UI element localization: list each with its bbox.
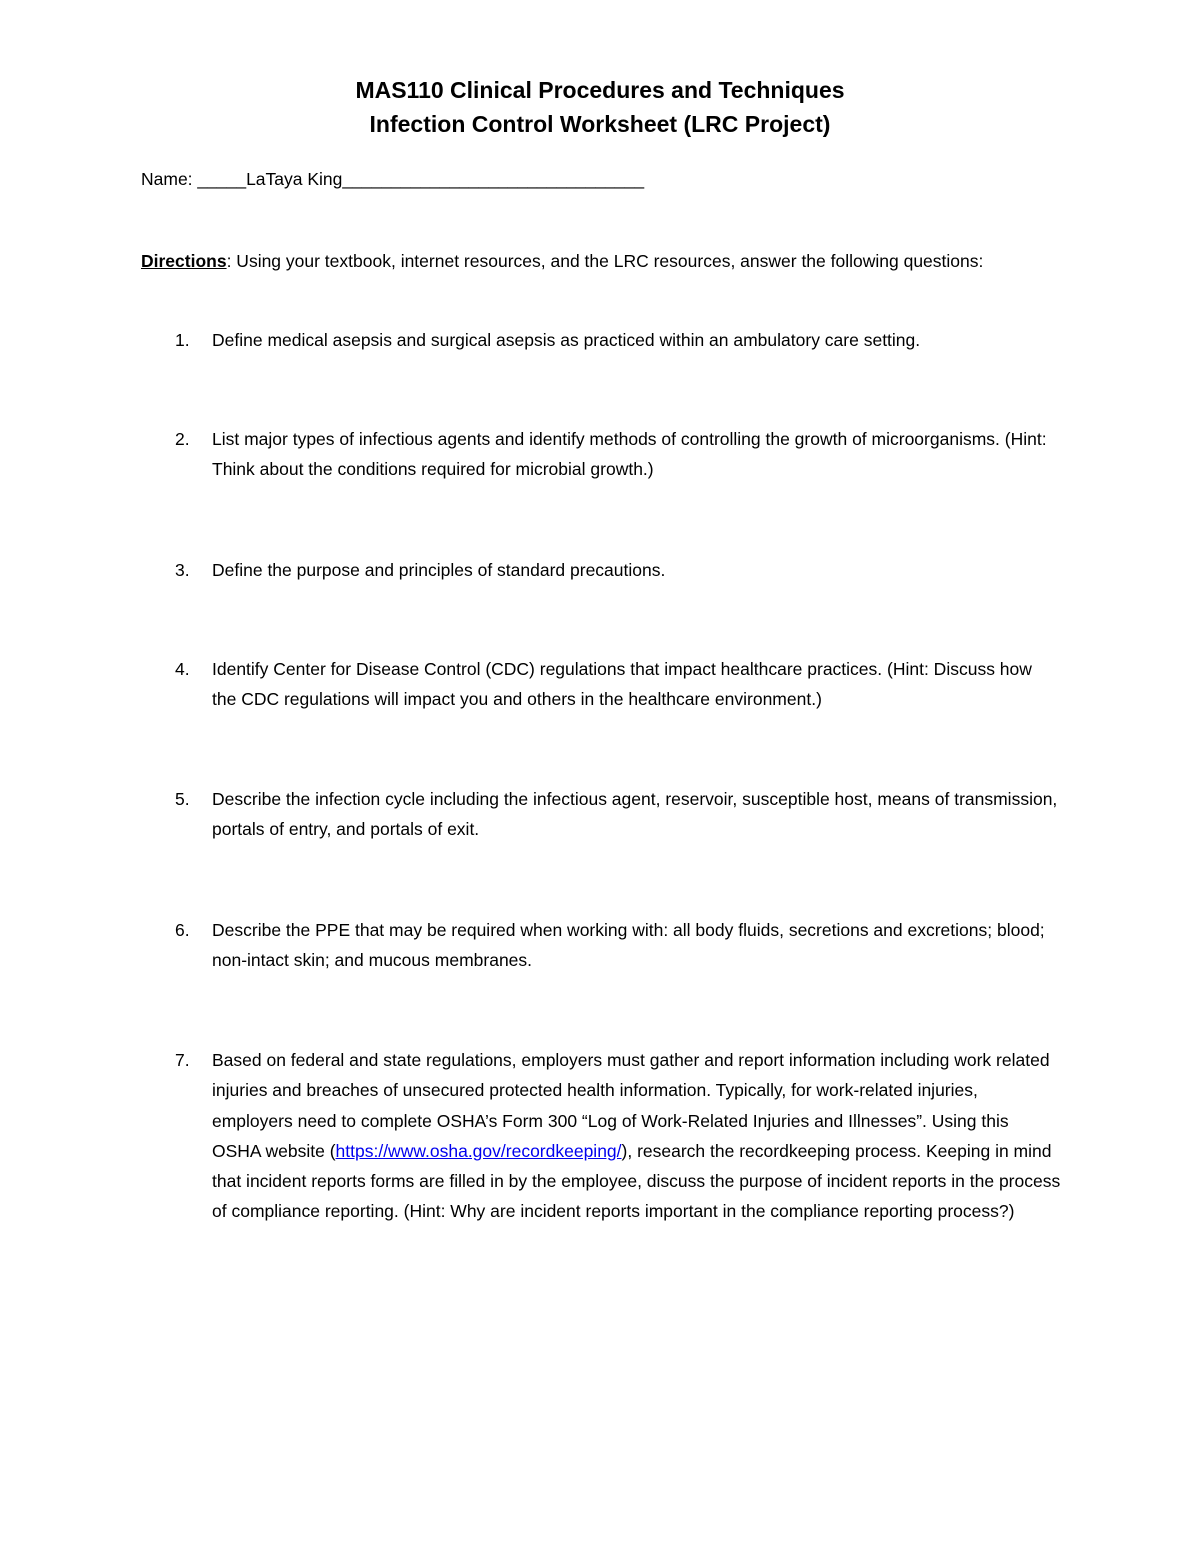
question-text: Describe the PPE that may be required when working with: all body fluids, secretions and excretions; blood; non-intact skin; and mucous membranes. — [212, 920, 1045, 971]
question-1 — [141, 325, 1061, 355]
question-7 — [141, 1045, 1061, 1227]
osha-recordkeeping-link[interactable]: https://www.osha.gov/recordkeeping/ — [335, 1140, 622, 1161]
question-number: 5. — [175, 789, 190, 809]
question-number: 4. — [175, 659, 190, 679]
question-5 — [141, 784, 1061, 845]
directions-paragraph — [141, 246, 1021, 276]
question-number: 6. — [175, 920, 190, 940]
question-text: Define medical asepsis and surgical asepsis as practiced within an ambulatory care setting. — [212, 330, 921, 350]
name-value: _____LaTaya King_______________________________ — [197, 169, 645, 189]
question-text-after-link: ), research the recordkeeping process. Keeping in mind that incident reports forms are filled in by the employee, discuss the purpose of incident reports in the process of compliance reporting. (Hint: Why are incident reports important in the compliance reporting process?) — [212, 1140, 1061, 1222]
question-text: Describe the infection cycle including the infectious agent, reservoir, susceptible host, means of transmission, portals of entry, and portals of exit. — [212, 789, 1058, 840]
question-text — [212, 1045, 1061, 1227]
question-number: 1. — [175, 330, 190, 350]
question-number: 7. — [175, 1050, 190, 1070]
question-text-before-link: Based on federal and state regulations, employers must gather and report information including work related injuries and breaches of unsecured protected health information. Typically, for work-related injuries, employers need to complete OSHA’s Form 300 “Log of Work-Related Injuries and Illnesses”. Using this OSHA website ( — [212, 1050, 1050, 1161]
question-6 — [141, 915, 1061, 976]
question-text: Identify Center for Disease Control (CDC) regulations that impact healthcare practices. (Hint: Discuss how the CDC regulations will impact you and others in the healthcare environment.) — [212, 659, 1032, 710]
directions-text: : Using your textbook, internet resources, and the LRC resources, answer the following questions: — [226, 251, 984, 271]
name-label: Name: — [141, 169, 198, 189]
question-text: Define the purpose and principles of standard precautions. — [212, 560, 666, 580]
question-4 — [141, 654, 1061, 715]
name-field — [141, 166, 644, 192]
document-title-line-2: Infection Control Worksheet (LRC Project) — [369, 111, 831, 137]
directions-label: Directions — [141, 251, 227, 271]
question-number: 3. — [175, 560, 190, 580]
question-number: 2. — [175, 429, 190, 449]
question-2 — [141, 424, 1061, 485]
question-3 — [141, 555, 1061, 585]
question-text: List major types of infectious agents and identify methods of controlling the growth of microorganisms. (Hint: Think about the conditions required for microbial growth.) — [212, 429, 1047, 480]
document-title-line-1: MAS110 Clinical Procedures and Techniques — [355, 77, 845, 103]
